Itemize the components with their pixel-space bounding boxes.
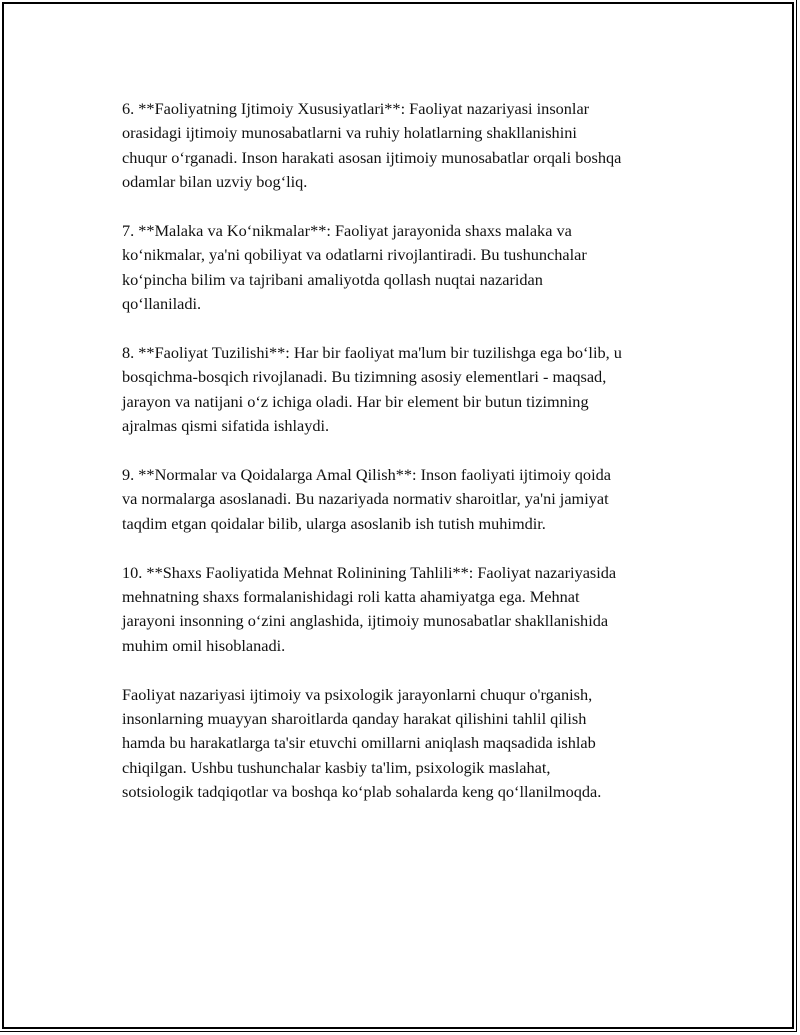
- paragraph-item-6: 6. **Faoliyatning Ijtimoiy Xususiyatlari**: Faoliyat nazariyasi insonlar orasidagi ijtimoiy munosabatlarni va ruhiy holatlarning shakllanishini chuqur o‘rganadi. Inson harakati asosan ijtimoiy munosabatlar orqali boshqa odamlar bilan uzviy bog‘liq.: [122, 99, 622, 192]
- paragraph-item-9: 9. **Normalar va Qoidalarga Amal Qilish**: Inson faoliyati ijtimoiy qoida va normalarga asoslanadi. Bu nazariyada normativ sharoitlar, ya'ni jamiyat taqdim etgan qoidalar bilib, ularga asoslanib ish tutish muhimdir.: [122, 465, 611, 533]
- conclusion-paragraph: Faoliyat nazariyasi ijtimoiy va psixologik jarayonlarni chuqur o'rganish, insonlarning muayyan sharoitlarda qanday harakat qilishini tahlil qilish hamda bu harakatlarga ta'sir etuvchi omillarni aniqlash maqsadida ishlab chiqilgan. Ushbu tushunchalar kasbiy ta'lim, psixologik maslahat, sotsiologik tadqiqotlar va boshqa ko‘plab sohalarda keng qo‘llanilmoqda.: [122, 684, 602, 802]
- document-body: [122, 97, 692, 829]
- page-frame: [2, 2, 794, 1029]
- paragraph-item-7: 7. **Malaka va Ko‘nikmalar**: Faoliyat jarayonida shaxs malaka va ko‘nikmalar, ya'ni qobiliyat va odatlarni rivojlantiradi. Bu tushunchalar ko‘pincha bilim va tajribani amaliyotda qollash nuqtai nazaridan qo‘llaniladi.: [122, 221, 587, 314]
- paragraph-item-8: 8. **Faoliyat Tuzilishi**: Har bir faoliyat ma'lum bir tuzilishga ega bo‘lib, u bosqichma-bosqich rivojlanadi. Bu tizimning asosiy elementlari - maqsad, jarayon va natijani o‘z ichiga oladi. Har bir element bir butun tizimning ajralmas qismi sifatida ishlaydi.: [122, 343, 622, 436]
- paragraph-item-10: 10. **Shaxs Faoliyatida Mehnat Rolinining Tahlili**: Faoliyat nazariyasida mehnatning shaxs formalanishidagi roli katta ahamiyatga ega. Mehnat jarayoni insonning o‘zini anglashida, ijtimoiy munosabatlar shakllanishida muhim omil hisoblanadi.: [122, 562, 617, 655]
